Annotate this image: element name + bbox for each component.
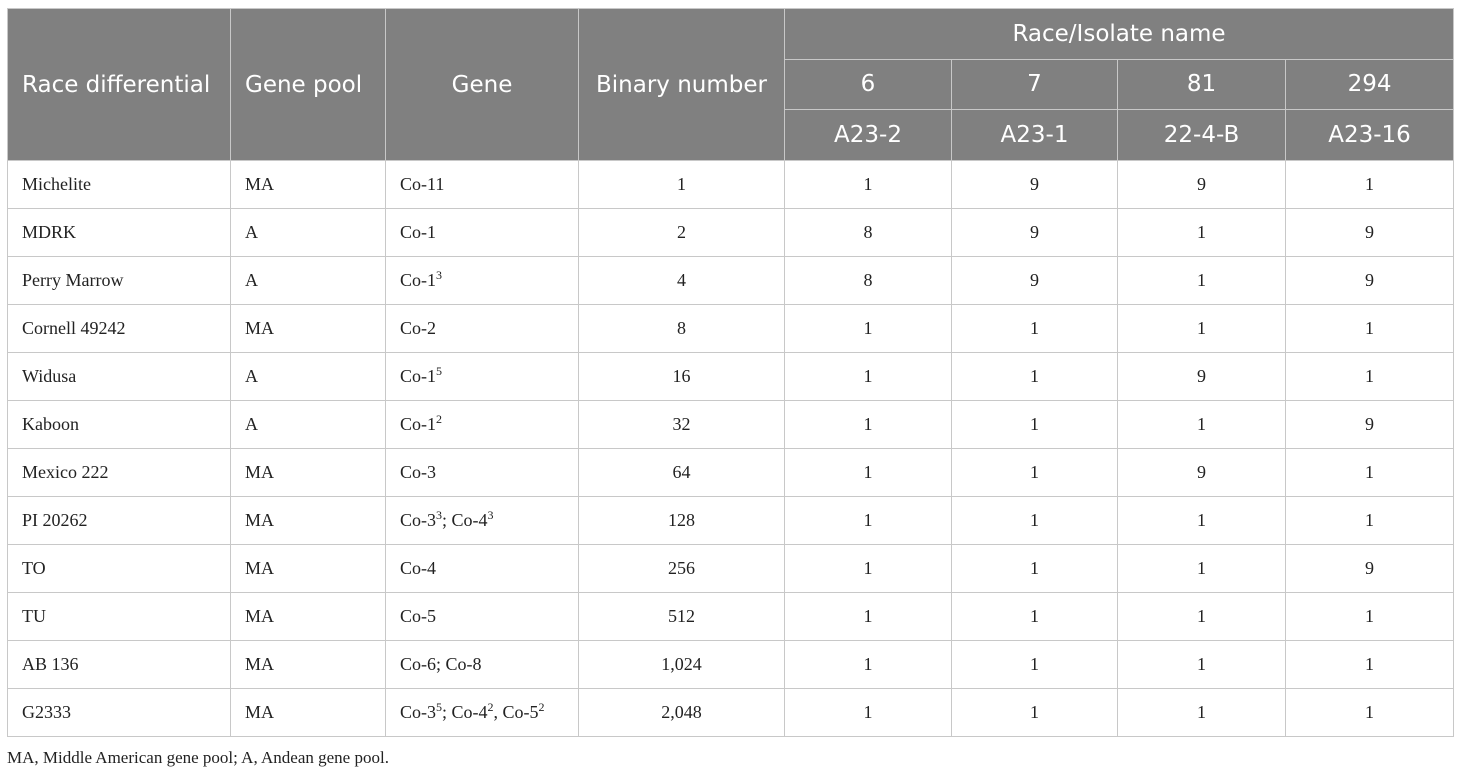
race-differential-cell: Widusa	[8, 353, 231, 401]
binary-number-cell: 64	[579, 449, 785, 497]
table-row	[8, 209, 1454, 257]
reaction-value-cell: 8	[785, 257, 952, 305]
gene-cell	[386, 305, 579, 353]
race-differential-cell: PI 20262	[8, 497, 231, 545]
gene-cell	[386, 545, 579, 593]
gene-allele-superscript: 2	[487, 700, 494, 714]
gene-text: ; Co-4	[442, 702, 488, 722]
reaction-value-cell: 9	[1118, 353, 1286, 401]
reaction-value-cell: 1	[952, 689, 1118, 737]
reaction-value-cell: 1	[785, 689, 952, 737]
table-footnote: MA, Middle American gene pool; A, Andean gene pool.	[7, 748, 389, 767]
reaction-value-cell: 1	[1286, 641, 1454, 689]
reaction-value-cell: 1	[1286, 593, 1454, 641]
header-race: 7	[952, 59, 1118, 110]
binary-number-cell: 2,048	[579, 689, 785, 737]
reaction-value-cell: 1	[1118, 689, 1286, 737]
reaction-value-cell: 1	[952, 401, 1118, 449]
gene-allele-superscript: 5	[436, 364, 442, 378]
gene-text: Co-6; Co-8	[400, 654, 482, 674]
binary-number-cell: 512	[579, 593, 785, 641]
reaction-value-cell: 9	[952, 257, 1118, 305]
reaction-value-cell: 9	[952, 161, 1118, 209]
race-differential-cell: Michelite	[8, 161, 231, 209]
reaction-value-cell: 1	[785, 305, 952, 353]
header-isolate: A23-16	[1286, 110, 1454, 161]
reaction-value-cell: 9	[952, 209, 1118, 257]
reaction-value-cell: 1	[1118, 545, 1286, 593]
gene-cell	[386, 449, 579, 497]
gene-text: Co-11	[400, 174, 445, 194]
gene-allele-superscript: 3	[436, 268, 442, 282]
gene-allele-superscript: 2	[436, 412, 442, 426]
reaction-value-cell: 1	[1286, 689, 1454, 737]
table-row	[8, 593, 1454, 641]
gene-pool-cell: MA	[231, 545, 386, 593]
header-gene-pool: Gene pool	[231, 9, 386, 161]
gene-text: Co-1	[400, 222, 436, 242]
reaction-value-cell: 1	[785, 401, 952, 449]
race-differential-cell: AB 136	[8, 641, 231, 689]
gene-cell	[386, 593, 579, 641]
reaction-value-cell: 1	[785, 353, 952, 401]
table-row	[8, 353, 1454, 401]
binary-number-cell: 256	[579, 545, 785, 593]
header-isolate: 22-4-B	[1118, 110, 1286, 161]
header-race: 294	[1286, 59, 1454, 110]
gene-pool-cell: A	[231, 209, 386, 257]
reaction-value-cell: 1	[952, 497, 1118, 545]
gene-text: Co-2	[400, 318, 436, 338]
gene-text: Co-1	[400, 270, 436, 290]
binary-number-cell: 8	[579, 305, 785, 353]
gene-pool-cell: MA	[231, 497, 386, 545]
reaction-value-cell: 1	[1118, 209, 1286, 257]
header-race-differential: Race differential	[8, 9, 231, 161]
table-row	[8, 545, 1454, 593]
binary-number-cell: 128	[579, 497, 785, 545]
reaction-value-cell: 1	[952, 545, 1118, 593]
table-container	[7, 8, 1453, 737]
reaction-value-cell: 1	[1286, 353, 1454, 401]
gene-pool-cell: MA	[231, 641, 386, 689]
race-differential-cell: Perry Marrow	[8, 257, 231, 305]
reaction-value-cell: 1	[1286, 497, 1454, 545]
reaction-value-cell: 1	[785, 593, 952, 641]
reaction-value-cell: 9	[1118, 449, 1286, 497]
gene-text: Co-5	[400, 606, 436, 626]
header-binary-number: Binary number	[579, 9, 785, 161]
gene-pool-cell: A	[231, 257, 386, 305]
gene-pool-cell: MA	[231, 593, 386, 641]
binary-number-cell: 16	[579, 353, 785, 401]
reaction-value-cell: 1	[785, 449, 952, 497]
table-row	[8, 689, 1454, 737]
header-gene: Gene	[386, 9, 579, 161]
race-differential-cell: G2333	[8, 689, 231, 737]
reaction-value-cell: 1	[952, 593, 1118, 641]
binary-number-cell: 32	[579, 401, 785, 449]
gene-cell	[386, 689, 579, 737]
header-race: 81	[1118, 59, 1286, 110]
gene-text: Co-1	[400, 366, 436, 386]
reaction-value-cell: 1	[1118, 401, 1286, 449]
reaction-value-cell: 1	[785, 641, 952, 689]
table-row	[8, 641, 1454, 689]
reaction-value-cell: 1	[1286, 449, 1454, 497]
reaction-value-cell: 1	[952, 305, 1118, 353]
gene-text: Co-3	[400, 510, 436, 530]
race-differential-cell: TU	[8, 593, 231, 641]
gene-pool-cell: MA	[231, 305, 386, 353]
header-isolate: A23-2	[785, 110, 952, 161]
reaction-value-cell: 1	[785, 161, 952, 209]
gene-cell	[386, 257, 579, 305]
race-differential-cell: Mexico 222	[8, 449, 231, 497]
reaction-value-cell: 1	[952, 641, 1118, 689]
reaction-value-cell: 1	[1118, 641, 1286, 689]
table-row	[8, 257, 1454, 305]
reaction-value-cell: 9	[1286, 401, 1454, 449]
table-header	[8, 9, 1454, 161]
gene-cell	[386, 353, 579, 401]
reaction-value-cell: 1	[1118, 305, 1286, 353]
gene-pool-cell: MA	[231, 449, 386, 497]
gene-pool-cell: MA	[231, 689, 386, 737]
gene-allele-superscript: 5	[436, 700, 442, 714]
reaction-value-cell: 1	[1118, 257, 1286, 305]
reaction-value-cell: 9	[1286, 209, 1454, 257]
reaction-value-cell: 9	[1286, 257, 1454, 305]
table-row	[8, 305, 1454, 353]
binary-number-cell: 1	[579, 161, 785, 209]
reaction-value-cell: 1	[1118, 497, 1286, 545]
gene-allele-superscript: 3	[487, 508, 494, 522]
binary-number-cell: 2	[579, 209, 785, 257]
binary-number-cell: 4	[579, 257, 785, 305]
reaction-value-cell: 8	[785, 209, 952, 257]
gene-text: Co-3	[400, 462, 436, 482]
table-row	[8, 161, 1454, 209]
gene-cell	[386, 209, 579, 257]
reaction-value-cell: 1	[1286, 305, 1454, 353]
race-differential-table	[7, 8, 1454, 737]
race-differential-cell: TO	[8, 545, 231, 593]
header-isolate: A23-1	[952, 110, 1118, 161]
gene-text: Co-1	[400, 414, 436, 434]
reaction-value-cell: 1	[785, 545, 952, 593]
gene-allele-superscript: 3	[436, 508, 442, 522]
table-row	[8, 401, 1454, 449]
gene-pool-cell: MA	[231, 161, 386, 209]
race-differential-cell: MDRK	[8, 209, 231, 257]
table-row	[8, 497, 1454, 545]
reaction-value-cell: 1	[952, 353, 1118, 401]
gene-cell	[386, 161, 579, 209]
reaction-value-cell: 9	[1286, 545, 1454, 593]
gene-pool-cell: A	[231, 353, 386, 401]
gene-cell	[386, 497, 579, 545]
reaction-value-cell: 9	[1118, 161, 1286, 209]
race-differential-cell: Kaboon	[8, 401, 231, 449]
gene-text: Co-4	[400, 558, 436, 578]
reaction-value-cell: 1	[1286, 161, 1454, 209]
reaction-value-cell: 1	[952, 449, 1118, 497]
gene-text: , Co-5	[493, 702, 539, 722]
gene-allele-superscript: 2	[538, 700, 545, 714]
table-row	[8, 449, 1454, 497]
header-race-isolate-group: Race/Isolate name	[785, 9, 1454, 60]
race-differential-cell: Cornell 49242	[8, 305, 231, 353]
gene-cell	[386, 401, 579, 449]
table-body	[8, 161, 1454, 737]
binary-number-cell: 1,024	[579, 641, 785, 689]
gene-pool-cell: A	[231, 401, 386, 449]
gene-cell	[386, 641, 579, 689]
gene-text: ; Co-4	[442, 510, 488, 530]
header-race: 6	[785, 59, 952, 110]
reaction-value-cell: 1	[785, 497, 952, 545]
reaction-value-cell: 1	[1118, 593, 1286, 641]
gene-text: Co-3	[400, 702, 436, 722]
